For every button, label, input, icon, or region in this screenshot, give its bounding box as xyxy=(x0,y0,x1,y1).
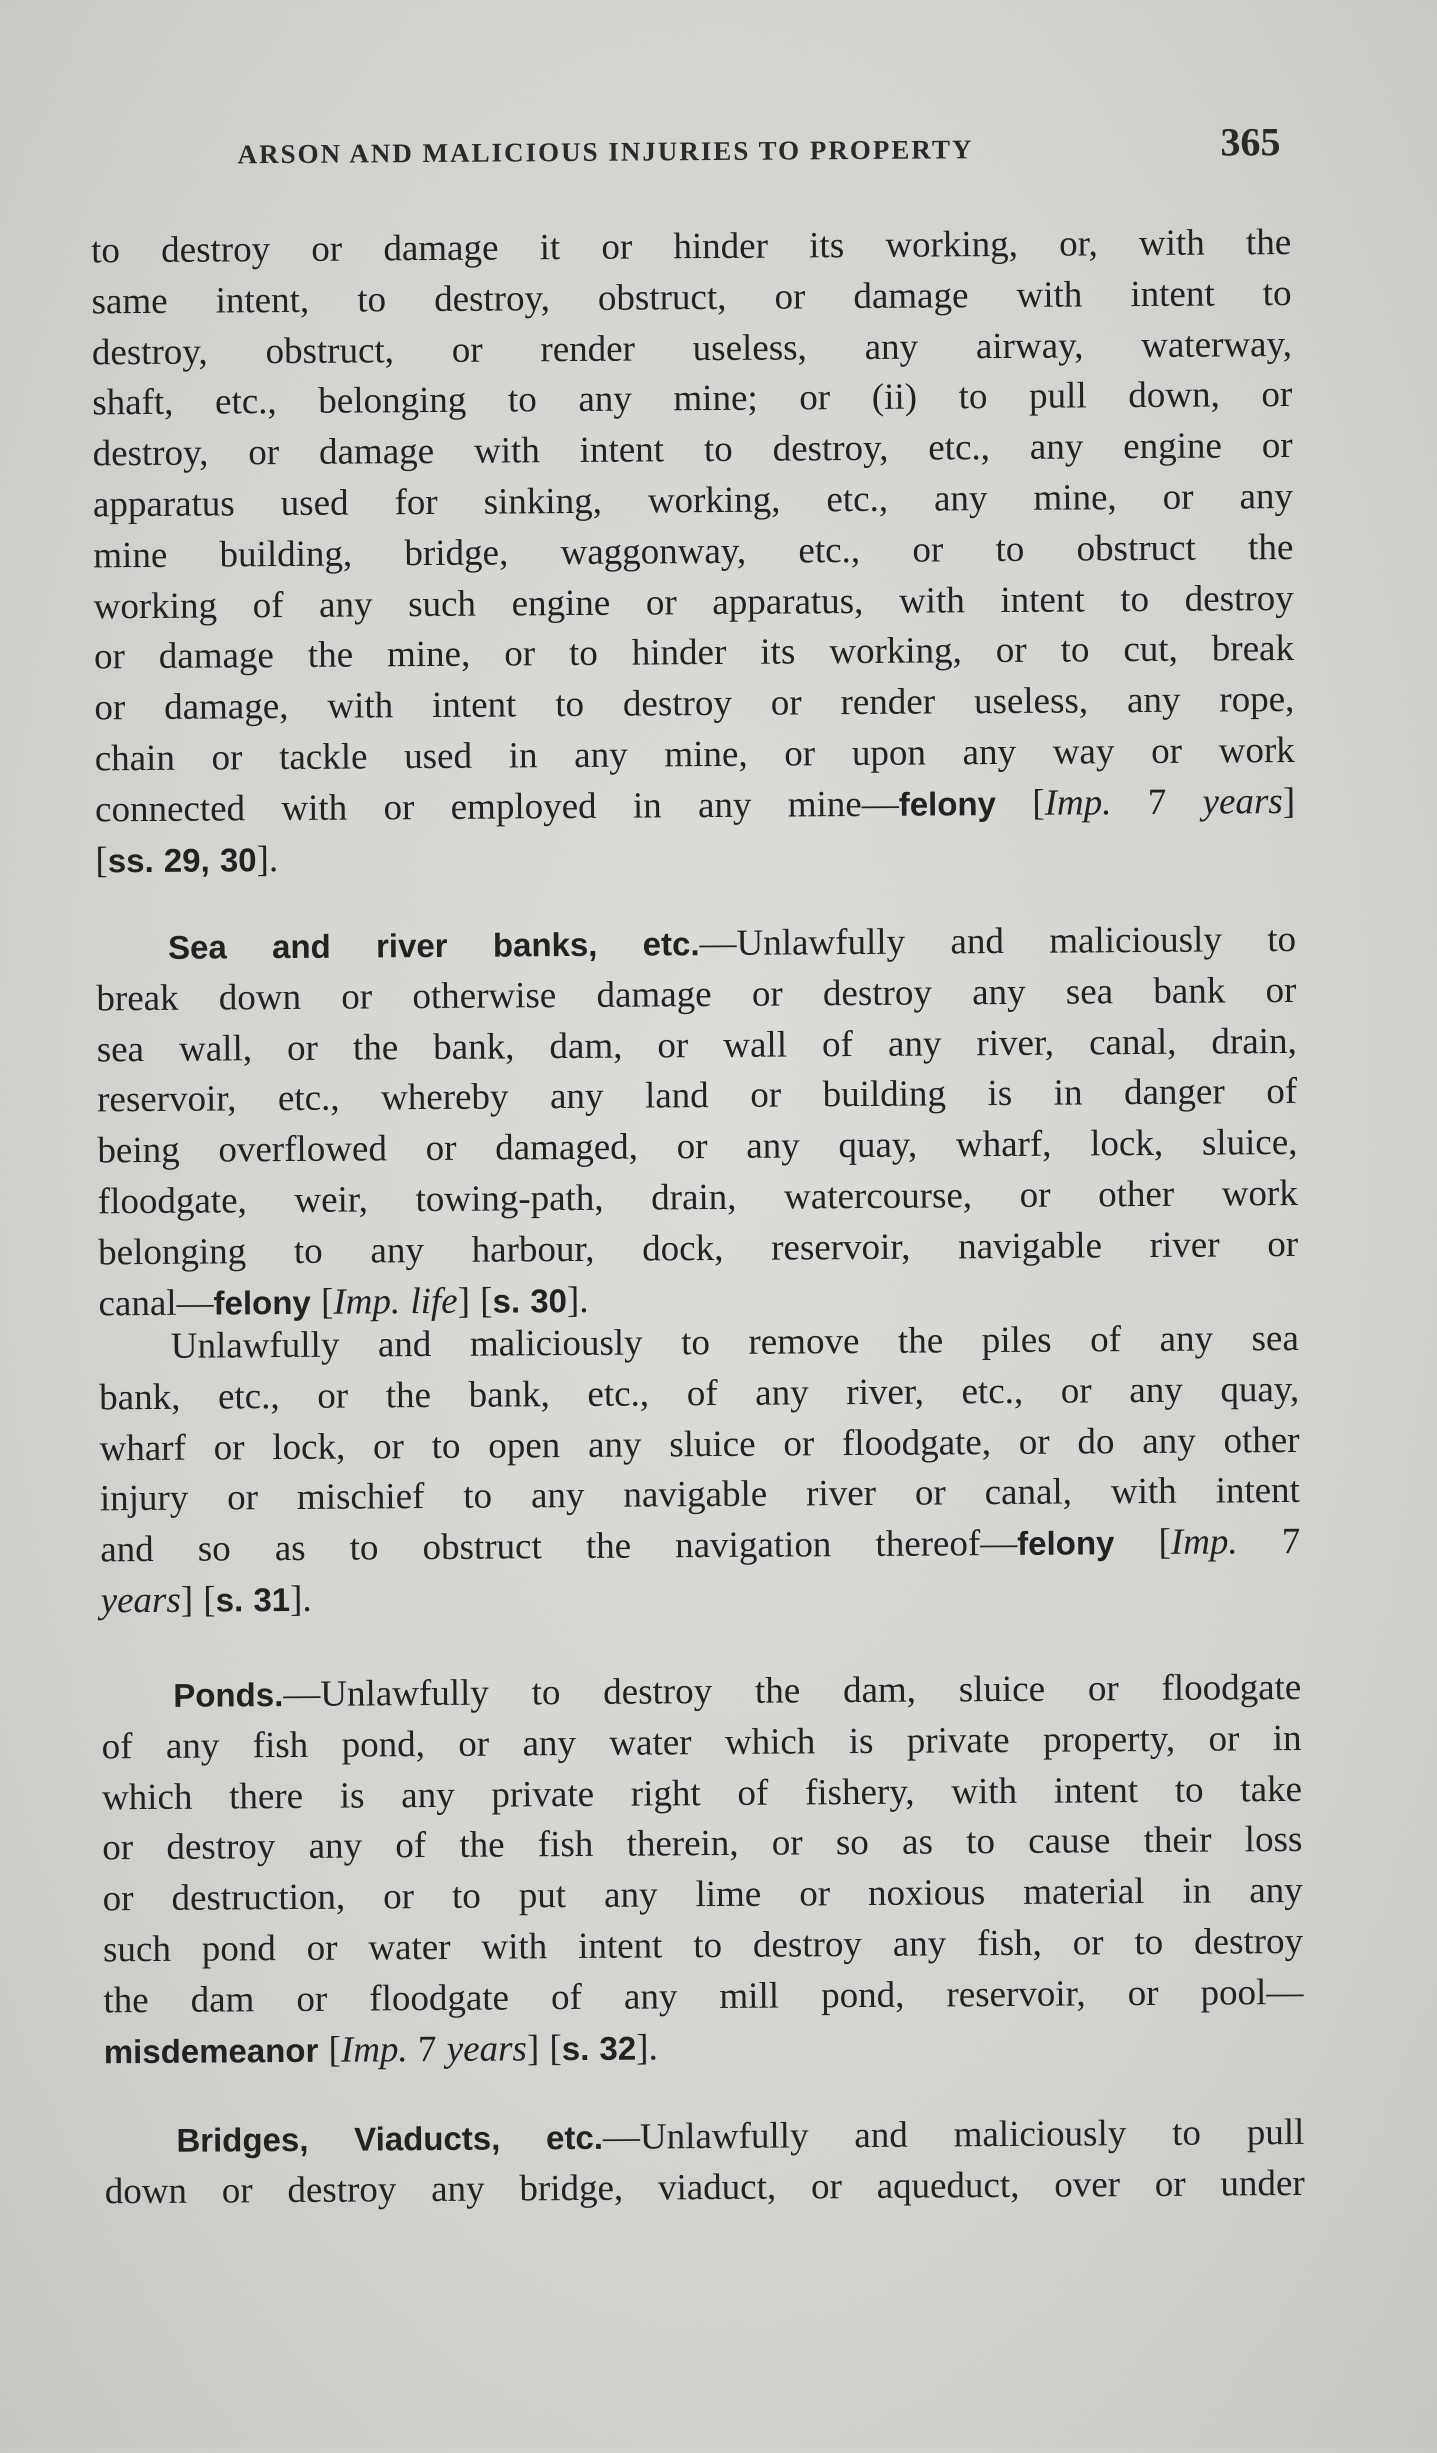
text-line xyxy=(97,1118,1297,1177)
text-line xyxy=(100,1517,1300,1576)
text-run: ]. xyxy=(289,1578,312,1620)
bold-text: felony xyxy=(213,1283,311,1322)
text-run: destroy, or damage with intent to destroy, etc., any engine or xyxy=(92,425,1293,475)
text-line xyxy=(102,1765,1302,1824)
text-run: down or destroy any bridge, viaduct, or aqueduct, over or under xyxy=(104,2162,1305,2213)
text-run: ] xyxy=(1282,780,1296,822)
paragraph xyxy=(99,1314,1301,1627)
italic-text: years xyxy=(100,1579,181,1622)
text-line xyxy=(92,370,1292,429)
text-line xyxy=(94,624,1294,683)
text-run: or destroy any of the fish therein, or so as to cause their loss xyxy=(102,1819,1303,1869)
paragraph xyxy=(104,2108,1305,2218)
text-run: connected with or employed in any mine— xyxy=(94,783,899,831)
text-run: floodgate, weir, towing-path, drain, watercourse, or other work xyxy=(97,1172,1298,1223)
text-run: wharf or lock, or to open any sluice or floodgate, or do any other xyxy=(99,1419,1300,1469)
text-line xyxy=(100,1466,1300,1525)
running-head: ARSON AND MALICIOUS INJURIES TO PROPERTY xyxy=(237,134,974,170)
text-line xyxy=(104,2108,1304,2167)
text-run: which there is any private right of fishery, with intent to take xyxy=(101,1768,1303,1818)
bold-text: Bridges, Viaducts, etc. xyxy=(176,2118,604,2159)
text-run: or damage the mine, or to hinder its working, or to cut, break xyxy=(93,628,1295,678)
text-run: or destruction, or to put any lime or noxious material in any xyxy=(102,1870,1303,1920)
text-run: reservoir, etc., whereby any land or building is in danger of xyxy=(96,1071,1298,1121)
text-run: such pond or water with intent to destroy any fish, or to destroy xyxy=(102,1920,1304,1971)
text-line xyxy=(98,1169,1298,1228)
italic-text: years xyxy=(1202,780,1283,823)
text-run: ] [ xyxy=(180,1579,216,1621)
text-run: of any fish pond, or any water which is private property, or in xyxy=(101,1717,1302,1768)
text-run: ] [ xyxy=(457,1280,493,1322)
text-line xyxy=(95,777,1295,836)
text-line xyxy=(100,1568,1300,1627)
text-line xyxy=(101,1714,1301,1773)
text-line xyxy=(104,2019,1304,2078)
text-line xyxy=(95,828,1295,887)
text-run: Unlawfully and maliciously to remove the piles of any sea xyxy=(170,1317,1299,1367)
bold-text: s. 31 xyxy=(215,1580,291,1619)
paragraph xyxy=(91,218,1296,887)
text-run: to destroy or damage it or hinder its working, or, with the xyxy=(91,221,1292,272)
bold-text: s. 30 xyxy=(492,1281,568,1320)
text-run: [ xyxy=(318,2029,342,2071)
text-run: [ xyxy=(995,782,1045,824)
text-line xyxy=(91,269,1291,328)
text-run: [ xyxy=(95,839,108,881)
text-line xyxy=(92,320,1292,379)
text-run: canal— xyxy=(98,1282,214,1324)
text-run: chain or tackle used in any mine, or upon any way or work xyxy=(94,729,1295,780)
text-line xyxy=(92,421,1292,480)
text-run: 7 xyxy=(407,2028,447,2070)
text-run: same intent, to destroy, obstruct, or damage with intent to xyxy=(91,272,1292,323)
text-run: ]. xyxy=(636,2027,658,2069)
text-run: ]. xyxy=(566,1279,589,1321)
text-run: belonging to any harbour, dock, reservoir, navigable river or xyxy=(98,1223,1299,1274)
text-run: or damage, with intent to destroy or render useless, any rope, xyxy=(94,679,1295,729)
bold-text: misdemeanor xyxy=(103,2031,319,2070)
text-run: —Unlawfully and maliciously to pull xyxy=(602,2111,1305,2158)
text-run: break down or otherwise damage or destroy any sea bank or xyxy=(96,969,1297,1020)
text-run: bank, etc., or the bank, etc., of any river, etc., or any quay, xyxy=(99,1368,1300,1419)
text-run: ]. xyxy=(256,838,279,880)
text-line xyxy=(93,523,1293,582)
text-run: —Unlawfully to destroy the dam, sluice or floodgate xyxy=(283,1666,1302,1716)
text-line xyxy=(101,1663,1301,1722)
text-run: [ xyxy=(310,1281,334,1323)
text-line xyxy=(95,726,1295,785)
page-number: 365 xyxy=(1220,119,1281,165)
text-line xyxy=(94,675,1294,734)
text-line xyxy=(103,1968,1303,2027)
text-line xyxy=(99,1314,1299,1373)
italic-text: Imp. xyxy=(340,2028,408,2071)
text-line xyxy=(96,966,1296,1025)
text-run: —Unlawfully and maliciously to xyxy=(699,918,1297,965)
paragraph xyxy=(96,915,1299,1330)
text-run: 7 xyxy=(1111,781,1203,824)
italic-text: years xyxy=(446,2027,528,2070)
text-run: apparatus used for sinking, working, etc., any mine, or any xyxy=(92,475,1294,526)
text-line xyxy=(94,574,1294,633)
italic-text: Imp. life xyxy=(333,1280,458,1323)
text-line xyxy=(96,915,1296,974)
bold-text: Ponds. xyxy=(173,1676,284,1714)
bold-text: Sea and river banks, etc. xyxy=(167,925,700,966)
text-line xyxy=(91,218,1291,277)
text-line xyxy=(103,1917,1303,1976)
paragraph xyxy=(101,1663,1304,2078)
text-line xyxy=(99,1365,1299,1424)
text-line xyxy=(93,472,1293,531)
text-run: being overflowed or damaged, or any quay, wharf, lock, sluice, xyxy=(97,1122,1298,1172)
text-line xyxy=(97,1017,1297,1076)
text-line xyxy=(103,1866,1303,1925)
text-run: mine building, bridge, waggonway, etc., or to obstruct the xyxy=(93,526,1294,577)
bold-text: felony xyxy=(1017,1524,1115,1563)
text-run: working of any such engine or apparatus, with intent to destroy xyxy=(93,577,1294,627)
text-line xyxy=(99,1416,1299,1475)
bold-text: ss. 29, 30 xyxy=(107,840,257,879)
text-run: the dam or floodgate of any mill pond, reservoir, or pool— xyxy=(103,1971,1304,2022)
bold-text: felony xyxy=(898,784,997,823)
text-run: 7 xyxy=(1237,1521,1301,1563)
text-run: and so as to obstruct the navigation thereof— xyxy=(100,1523,1018,1571)
text-line xyxy=(98,1220,1298,1279)
text-run: [ xyxy=(1114,1522,1171,1564)
text-run: ] [ xyxy=(526,2027,562,2069)
text-run: shaft, etc., belonging to any mine; or (ii) to pull down, or xyxy=(92,374,1293,424)
italic-text: Imp. xyxy=(1170,1521,1238,1564)
text-line xyxy=(102,1815,1302,1874)
text-line xyxy=(97,1067,1297,1126)
text-run: destroy, obstruct, or render useless, any airway, waterway, xyxy=(91,323,1293,373)
text-run: injury or mischief to any navigable river or canal, with intent xyxy=(99,1470,1301,1520)
italic-text: Imp. xyxy=(1044,782,1112,824)
bold-text: s. 32 xyxy=(561,2029,637,2067)
text-run: sea wall, or the bank, dam, or wall of any river, canal, drain, xyxy=(96,1020,1297,1070)
text-line xyxy=(105,2159,1305,2218)
